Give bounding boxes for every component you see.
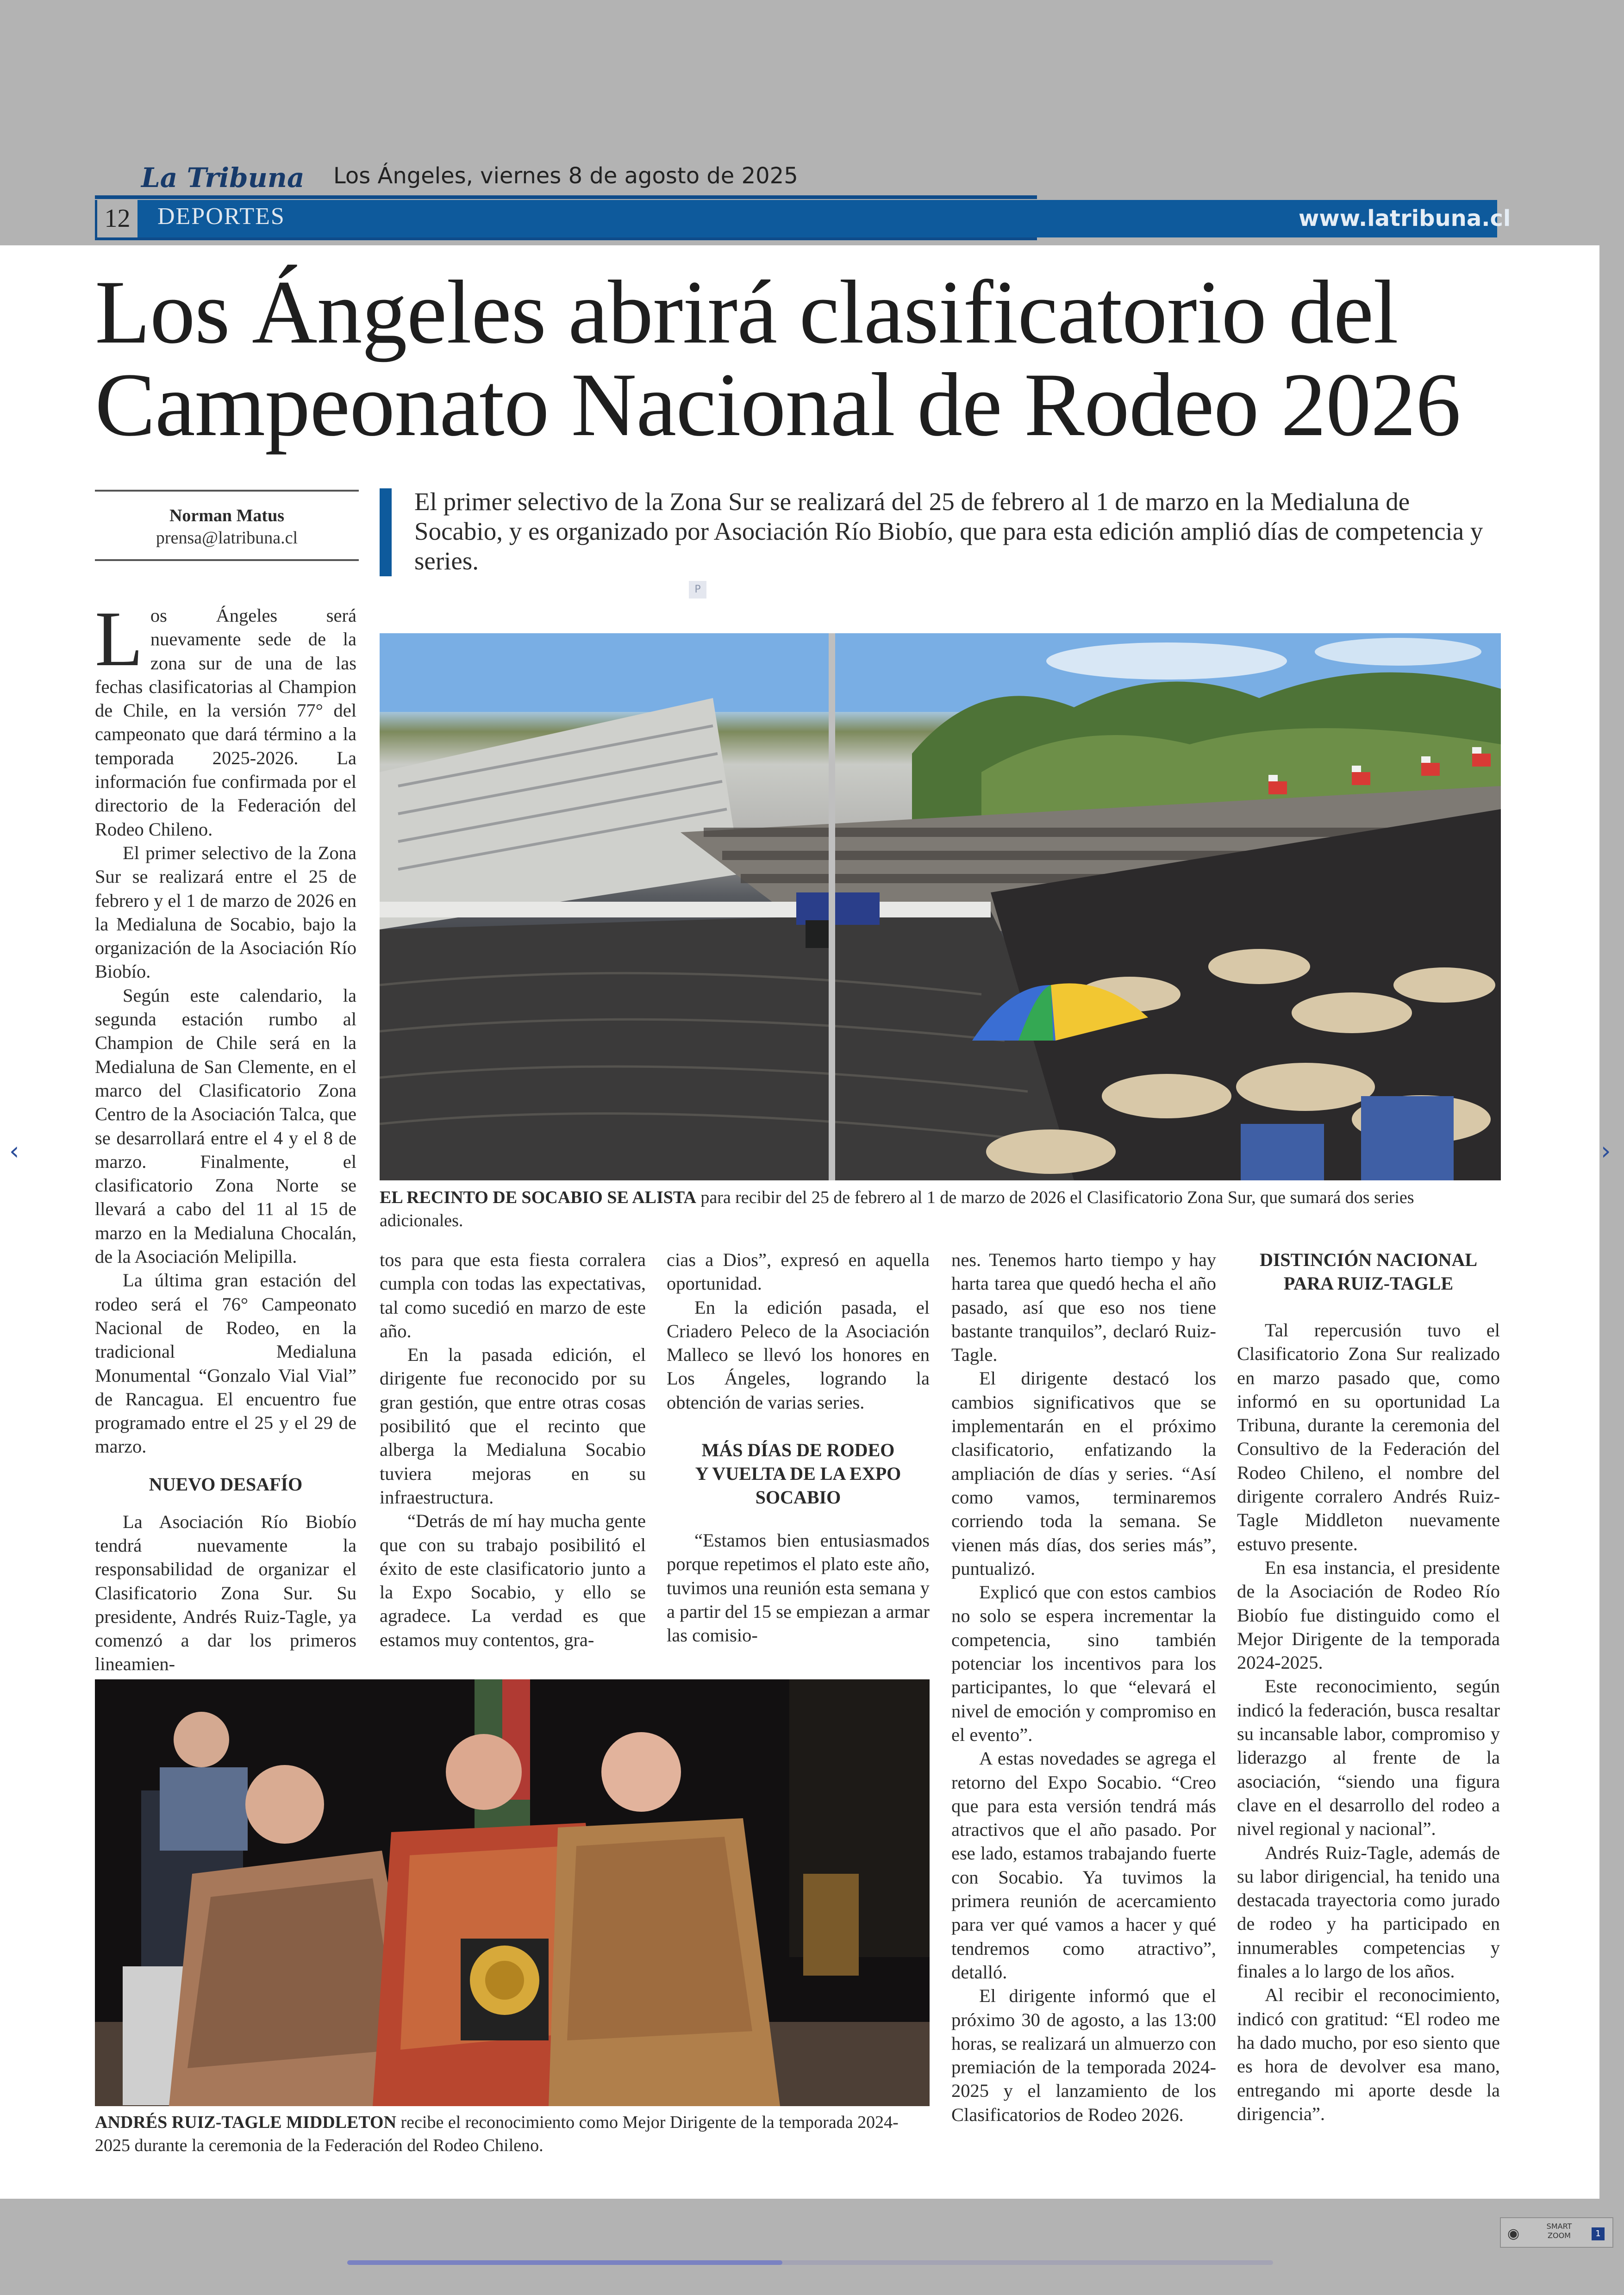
website-label: www.latribuna.cl (1299, 206, 1511, 231)
photo-award-ceremony[interactable] (95, 1679, 930, 2106)
eye-icon: ◉ (1507, 2226, 1520, 2242)
article-paragraph: Tal repercusión tuvo el Clasificatorio Zona Sur realizado en marzo pasado que, como informó en su oportunidad La Tribuna, durante la ceremonia del Consultivo de la Federación del Rodeo Chileno, el nombre del dirigente corralero Andrés Ruiz-Tagle Middleton nuevamente estuvo presente. (1237, 1320, 1500, 1554)
reading-progress-fill (347, 2260, 782, 2265)
byline-rule-bottom (95, 559, 359, 561)
chevron-left-icon[interactable]: ‹ (9, 1136, 19, 1166)
section-bar (137, 200, 1497, 237)
smart-zoom-label-line: ZOOM (1548, 2231, 1571, 2240)
article-paragraph: El dirigente informó que el próximo 30 de agosto, a las 13:00 horas, se realizará un almuerzo con premiación de la temporada 2024-2025 y el lanzamiento de los Clasificatorios de Rodeo 2026. (951, 1985, 1216, 2125)
chevron-right-icon[interactable]: › (1601, 1136, 1611, 1166)
paragraph-text: os Ángeles será nuevamente sede de la zona sur de una de las fechas clasificatorias al Champion de Chile, en la versión 77° del campeonato que dará término a la temporada 2025-2026. La información fue confirmada por el directorio de la Federación del Rodeo Chileno. (95, 605, 356, 840)
article-paragraph: A estas novedades se agrega el retorno del Expo Socabio. “Creo que para esta versión tendrá más atractivos que el año pasado. Por ese lado, estamos trabajando fuerte con Socabio. Ya tuvimos la primera reunión de acercamiento para ver qué vamos a hacer y qué tendremos como atractivo”, detalló. (951, 1748, 1216, 1983)
article-paragraph: En esa instancia, el presidente de la Asociación de Rodeo Río Biobío fue distinguido como el Mejor Dirigente de la temporada 2024-2025. (1237, 1557, 1500, 1673)
headline-line-1: Los Ángeles abrirá clasificatorio del (95, 262, 1398, 362)
article-column-3 (667, 1248, 930, 1647)
article-paragraph: En la edición pasada, el Criadero Peleco de la Asociación Malleco se llevó los honores en Los Ángeles, logrando la obtención de varias series. (667, 1297, 930, 1413)
subheading-line: PARA RUIZ-TAGLE (1283, 1273, 1454, 1294)
header-rule-bottom (95, 237, 1037, 240)
photo2-caption-text: recibe el reconocimiento como Mejor Dirigente de la temporada 2024-2025 durante la ceremonia de la Federación del Rodeo Chileno. (95, 2113, 899, 2155)
photo-rodeo-grandstand[interactable] (380, 633, 1501, 1180)
article-paragraph: tos para que esta fiesta corralera cumpla con todas las expectativas, tal como sucedió en marzo de este año. (380, 1249, 646, 1341)
author-name: Norman Matus (169, 506, 285, 525)
article-paragraph: En la pasada edición, el dirigente fue reconocido por su gran gestión, que entre otras cosas posibilitó que el recinto que alberga la Medialuna Socabio tuviera mejoras en su infraestructura. (380, 1344, 646, 1508)
photo-award-illustration (95, 1679, 930, 2106)
header-rule (95, 195, 1037, 199)
article-paragraph: “Estamos bien entusiasmados porque repetimos el plato este año, tuvimos una reunión esta semana y a partir del 15 se empiezan a armar las comisio- (667, 1530, 930, 1646)
smart-zoom-label (1536, 2222, 1582, 2240)
dateline: Los Ángeles, viernes 8 de agosto de 2025 (333, 163, 798, 189)
paragraph-marker-icon[interactable]: P (689, 581, 706, 599)
article-paragraph: La última gran estación del rodeo será el 76° Campeonato Nacional de Rodeo, en la tradicional Medialuna Monumental “Gonzalo Vial Vial” de Rancagua. El encuentro fue programado entre el 25 y el 29 de marzo. (95, 1270, 356, 1457)
article-paragraph: El primer selectivo de la Zona Sur se realizará entre el 25 de febrero y el 1 de marzo de 2026 en la Medialuna de Socabio, bajo la organización de la Asociación Río Biobío. (95, 842, 356, 982)
article-paragraph: Al recibir el reconocimiento, indicó con gratitud: “El rodeo me ha dado mucho, por eso siento que es hora de devolver esa mano, entregando mi aporte desde la dirigencia”. (1237, 1984, 1500, 2124)
photo2-caption (95, 2111, 930, 2157)
subheading-distincion (1237, 1248, 1500, 1295)
article-column-1 (95, 595, 356, 1676)
subheading-line: MÁS DÍAS DE RODEO (701, 1440, 895, 1461)
article-column-2 (380, 1248, 646, 1652)
photo-rodeo-illustration (380, 633, 1501, 1180)
photo2-caption-lead: ANDRÉS RUIZ-TAGLE MIDDLETON (95, 2113, 397, 2132)
page-badge[interactable]: 1 (1592, 2227, 1605, 2240)
article-paragraph: Explicó que con estos cambios no solo se espera incrementar la competencia, sino también potenciar los incentivos para los participantes, lo que “elevará el nivel de emoción y compromiso en el evento”. (951, 1582, 1216, 1745)
subheading-mas-dias (667, 1438, 930, 1509)
subheading-line: Y VUELTA DE LA EXPO (695, 1463, 901, 1484)
article-column-4 (951, 1248, 1216, 2127)
subheading-line: SOCABIO (755, 1487, 841, 1508)
smart-zoom-label-line: SMART (1546, 2222, 1572, 2231)
newspaper-logo: La Tribuna (141, 162, 305, 193)
photo1-caption-text: para recibir del 25 de febrero al 1 de marzo de 2026 el Clasificatorio Zona Sur, que sumará dos series adicionales. (380, 1188, 1414, 1230)
article-paragraph: El dirigente destacó los cambios significativos que se implementarán en el próximo clasificatorio, enfatizando la ampliación de días y series. “Así como vamos, terminaremos corriendo toda la semana. Se vienen más días, dos series más”, puntualizó. (951, 1368, 1216, 1579)
article-paragraph: Este reconocimiento, según indicó la federación, busca resaltar su incansable labor, compromiso y liderazgo al frente de la asociación, “siendo una figura clave en el desarrollo del rodeo a nivel regional y nacional”. (1237, 1676, 1500, 1840)
headline (95, 262, 1507, 455)
page-number: 12 (95, 200, 137, 237)
photo1-caption (380, 1186, 1501, 1232)
article-column-5 (1237, 1248, 1500, 2126)
byline-rule (95, 490, 359, 492)
article-paragraph: Según este calendario, la segunda estación rumbo al Champion de Chile será en la Medialuna de San Clemente, en el marco del Clasificatorio Zona Centro de la Asociación Talca, que se desarrollará entre el 4 y el 8 de marzo. Finalmente, el clasificatorio Zona Norte se llevará a cabo del 11 al 15 de marzo en la Medialuna Chocalán, de la Asociación Melipilla. (95, 985, 356, 1267)
author-email: prensa@latribuna.cl (156, 528, 298, 548)
article-paragraph: La Asociación Río Biobío tendrá nuevamente la responsabilidad de organizar el Clasificatorio Zona Sur. Su presidente, Andrés Ruiz-Tagle, ya comenzó a dar los primeros lineamien- (95, 1511, 356, 1675)
photo1-caption-lead: EL RECINTO DE SOCABIO SE ALISTA (380, 1188, 696, 1207)
article-paragraph: cias a Dios”, expresó en aquella oportunidad. (667, 1249, 930, 1294)
section-label: DEPORTES (157, 203, 285, 230)
headline-line-2: Campeonato Nacional de Rodeo 2026 (95, 355, 1461, 455)
subheading-line: DISTINCIÓN NACIONAL (1259, 1249, 1478, 1270)
drop-cap: L (95, 595, 143, 682)
article-paragraph: “Detrás de mí hay mucha gente que con su trabajo posibilitó el éxito de este clasificatorio junto a la Expo Socabio, y ello se agradece. La verdad es que estamos muy contentos, gra- (380, 1510, 646, 1650)
deck-text: El primer selectivo de la Zona Sur se realizará del 25 de febrero al 1 de marzo en la Medialuna de Socabio, y es organizado por Asociación Río Biobío, que para esta edición amplió días de competencia y series. (414, 487, 1483, 575)
deck-accent (380, 488, 392, 576)
subheading-nuevo-desafio: NUEVO DESAFÍO (149, 1473, 303, 1495)
article-paragraph (95, 595, 356, 841)
article-paragraph: nes. Tenemos harto tiempo y hay harta tarea que quedó hecha el año pasado, así que eso nos tiene bastante tranquilos”, declaró Ruiz-Tagle. (951, 1249, 1216, 1366)
article-paragraph: Andrés Ruiz-Tagle, además de su labor dirigencial, ha tenido una destacada trayectoria como jurado de rodeo y ha participado en innumerables competencias y finales a lo largo de los años. (1237, 1842, 1500, 1982)
